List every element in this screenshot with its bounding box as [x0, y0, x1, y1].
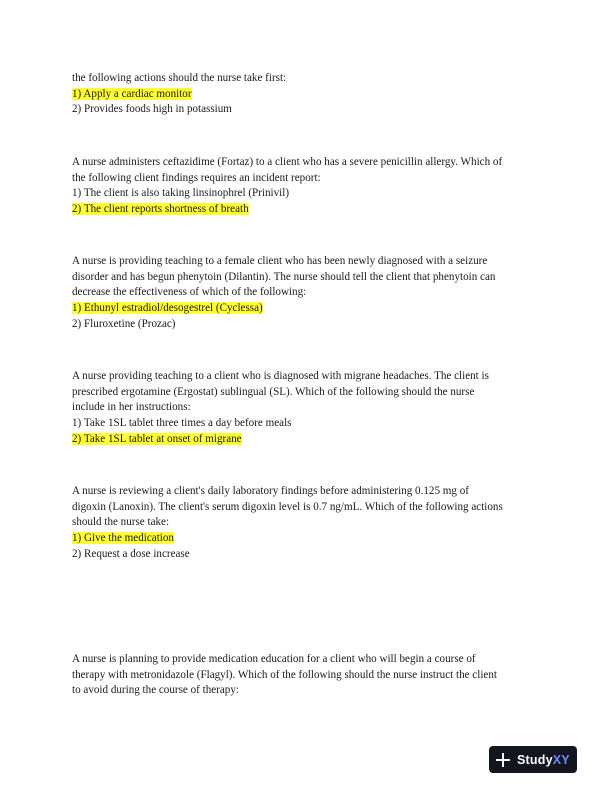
- answer-option-highlighted: 2) Take 1SL tablet at onset of migrane: [72, 432, 242, 445]
- answer-option-highlighted: 1) Give the medication: [72, 532, 174, 545]
- question-stem-line: A nurse providing teaching to a client who is diagnosed with migrane headaches. The client is: [72, 370, 489, 382]
- answer-option-highlighted: 1) Apply a cardiac monitor: [72, 87, 192, 100]
- question-stem-line: to avoid during the course of therapy:: [72, 684, 239, 697]
- question-block-2: [72, 155, 547, 218]
- question-block-1: [72, 71, 547, 118]
- question-stem-line: disorder and has begun phenytoin (Dilantin). The nurse should tell the client that phenytoin can: [72, 270, 496, 283]
- answer-option: 1) Take 1SL tablet three times a day before meals: [72, 417, 292, 430]
- answer-option: 2) Request a dose increase: [72, 547, 190, 560]
- answer-option: 1) The client is also taking linsinophrel (Prinivil): [72, 187, 290, 200]
- studyxy-watermark-badge[interactable]: [489, 746, 577, 773]
- logo-xy-text: XY: [552, 752, 570, 767]
- plus-icon: [496, 753, 510, 767]
- question-stem-line: A nurse is providing teaching to a female client who has been newly diagnosed with a seizure: [72, 255, 488, 267]
- question-stem-line: digoxin (Lanoxin). The client's serum digoxin level is 0.7 ng/mL. Which of the following actions: [72, 500, 503, 513]
- question-block-6: [72, 652, 547, 699]
- answer-option-highlighted: 2) The client reports shortness of breath: [72, 203, 249, 216]
- question-block-3: [72, 254, 547, 333]
- answer-option: 2) Fluroxetine (Prozac): [72, 317, 176, 330]
- question-block-5: [72, 484, 547, 563]
- question-block-4: [72, 369, 547, 448]
- question-stem-line: A nurse administers ceftazidime (Fortaz) to a client who has a severe penicillin allergy. Which of: [72, 156, 503, 168]
- question-stem-line: the following actions should the nurse take first:: [72, 72, 287, 84]
- question-stem-line: decrease the effectiveness of which of the following:: [72, 286, 307, 299]
- logo-study-text: Study: [517, 752, 553, 767]
- question-stem-line: A nurse is reviewing a client's daily laboratory findings before administering 0.125 mg of: [72, 485, 469, 497]
- studyxy-logo-text: [517, 753, 570, 767]
- answer-option-highlighted: 1) Ethunyl estradiol/desogestrel (Cyclessa): [72, 302, 263, 315]
- question-stem-line: prescribed ergotamine (Ergostat) sublingual (SL). Which of the following should the nurse: [72, 385, 475, 398]
- question-stem-line: A nurse is planning to provide medication education for a client who will begin a course of: [72, 653, 476, 665]
- question-stem-line: the following client findings requires an incident report:: [72, 171, 321, 184]
- question-stem-line: should the nurse take:: [72, 516, 170, 529]
- answer-option: 2) Provides foods high in potassium: [72, 103, 232, 116]
- question-stem-line: therapy with metronidazole (Flagyl). Which of the following should the nurse instruct the client: [72, 668, 497, 681]
- question-stem-line: include in her instructions:: [72, 401, 191, 414]
